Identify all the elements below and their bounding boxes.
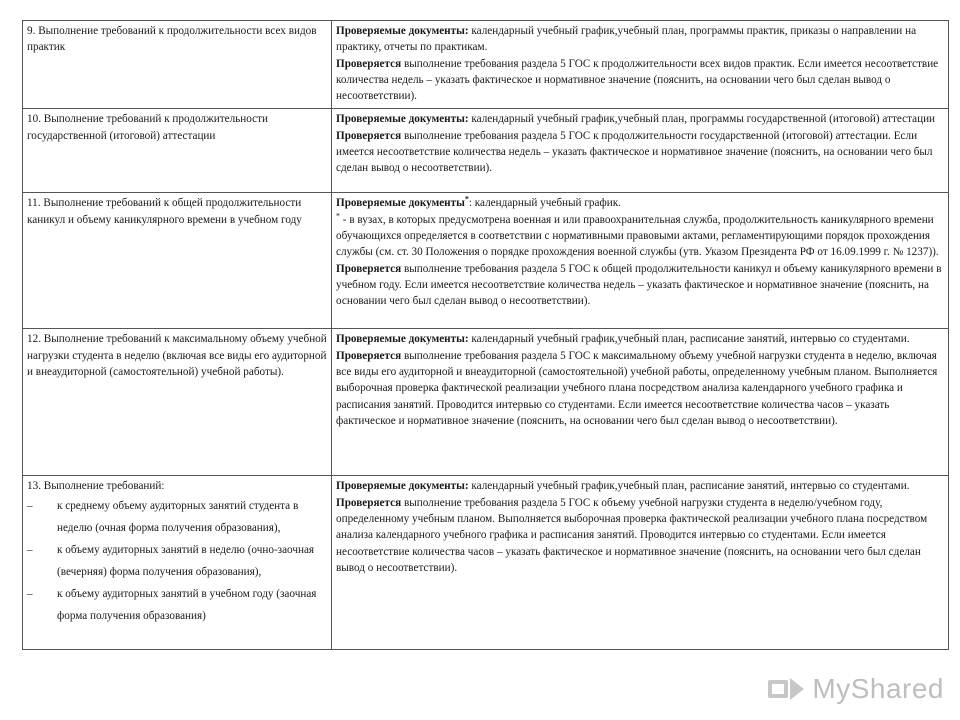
myshared-logo-icon [766,672,806,706]
documents-paragraph [336,478,944,494]
list-item [27,495,327,539]
check-label: Проверяется [336,349,402,362]
check-label: Проверяется [336,129,402,142]
documents-paragraph [336,331,944,347]
check-label: Проверяется [336,262,402,275]
footnote-text: - в вузах, в которых предусмотрена военная и или правоохранительная служба, продолжительность каникулярного времени обучающихся определяется в соответствии с нормативными правовыми актами, регламентирующими порядок прохождения службы (см. ст. 30 Положения о порядке прохождения военной службы (утв. Указом Президента РФ от 16.09.1999 г. № 1237)). [336,213,939,259]
table-row [23,109,949,193]
documents-text: календарный учебный график,учебный план, расписание занятий, интервью со студентами. [468,333,910,346]
documents-label: Проверяемые документы: [336,25,469,37]
table-row [23,476,949,650]
requirement-text: 9. Выполнение требований к продолжительности всех видов практик [27,25,317,54]
check-text: выполнение требования раздела 5 ГОС к объему учебной нагрузки студента в неделю/учебном году, определенному учебным планом. Выполняется выборочная проверка фактической реализации учебного плана посредством анализа календарного учебного графика и расписания занятий. Проводится интервью со студентами. Если имеется несоответствие количества часов – указать фактическое и нормативное значение (пояснить, на основании чего был сделан вывод о несоответствии). [336,496,928,574]
table-row [23,329,949,476]
dash-bullet: – [27,499,33,512]
dash-bullet: – [27,587,33,600]
list-item-text: к объему аудиторных занятий в учебном году (заочная форма получения образования) [57,587,317,622]
requirements-table [22,20,949,650]
check-paragraph [336,128,944,177]
requirement-text: 13. Выполнение требований: [27,480,165,493]
check-text: выполнение требования раздела 5 ГОС к продолжительности государственной (итоговой) аттестации. Если имеется несоответствие количества недель – указать фактическое и нормативное значение (пояснить, на основании чего был сделан вывод о несоответствии). [336,129,933,175]
documents-text: календарный учебный график,учебный план, расписание занятий, интервью со студентами. [468,480,910,493]
documents-text: : календарный учебный график. [468,197,621,210]
requirement-text: 10. Выполнение требований к продолжительности государственной (итоговой) аттестации [27,113,268,142]
check-cell [332,476,949,650]
requirement-text: 12. Выполнение требований к максимальному объему учебной нагрузки студента в неделю (включая все виды его аудиторной и внеаудиторной (самостоятельной) учебной работы). [27,333,327,379]
list-item [27,539,327,583]
footnote-paragraph [336,212,944,261]
myshared-watermark [766,672,944,706]
check-cell [332,21,949,109]
watermark-text: MyShared [812,673,944,704]
requirement-text: 11. Выполнение требований к общей продолжительности каникул и объему каникулярного времени в учебном году [27,197,302,226]
documents-label: Проверяемые документы: [336,113,469,126]
documents-paragraph [336,111,944,127]
check-cell [332,193,949,329]
check-text: выполнение требования раздела 5 ГОС к общей продолжительности каникул и объему каникулярного времени в учебном году. Если имеется несоответствие количества недель – указать фактическое и нормативное значение (пояснить, на основании чего был сделан вывод о несоответствии). [336,262,942,308]
check-label: Проверяется [336,496,402,509]
documents-text: календарный учебный график,учебный план, программы государственной (итоговой) аттестации [468,113,936,126]
documents-paragraph [336,23,944,56]
documents-paragraph [336,195,944,211]
requirement-cell [23,329,332,476]
document-page [22,20,942,650]
documents-label: Проверяемые документы: [336,333,469,346]
check-paragraph [336,348,944,429]
check-cell [332,109,949,193]
documents-text: календарный учебный график,учебный план, программы практик, приказы о направлении на практику, отчеты по практикам. [336,25,917,54]
dash-bullet: – [27,543,33,556]
table-row [23,21,949,109]
documents-label: Проверяемые документы: [336,480,469,493]
footnote-marker: * [336,211,340,221]
check-paragraph [336,56,944,105]
requirement-cell [23,193,332,329]
documents-label: Проверяемые документы [336,197,465,210]
footnote-marker: * [464,194,469,204]
check-text: выполнение требования раздела 5 ГОС к максимальному объему учебной нагрузки студента в неделю, включая все виды его аудиторной и внеаудиторной (самостоятельной) учебной работы, определенному учебным планом. Выполняется выборочная проверка фактической реализации учебного плана посредством анализа календарного учебного графика и расписания занятий. Проводится интервью со студентами. Если имеется несоответствие количества часов – указать фактическое и нормативное значение (пояснить, на основании чего был сделан вывод о несоответствии). [336,349,938,427]
list-item-text: к объему аудиторных занятий в неделю (очно-заочная (вечерняя) форма получения образования), [57,543,315,578]
check-text: выполнение требования раздела 5 ГОС к продолжительности всех видов практик. Если имеется несоответствие количества недель – указать фактическое и нормативное значение (пояснить, на основании чего был сделан вывод о несоответствии). [336,57,939,103]
requirement-cell [23,21,332,109]
check-paragraph [336,261,944,310]
requirement-cell [23,109,332,193]
check-label: Проверяется [336,57,402,70]
table-row [23,193,949,329]
list-item-text: к среднему объему аудиторных занятий студента в неделю (очная форма получения образования), [57,499,299,534]
requirement-cell [23,476,332,650]
check-paragraph [336,495,944,576]
check-cell [332,329,949,476]
list-item [27,583,327,627]
